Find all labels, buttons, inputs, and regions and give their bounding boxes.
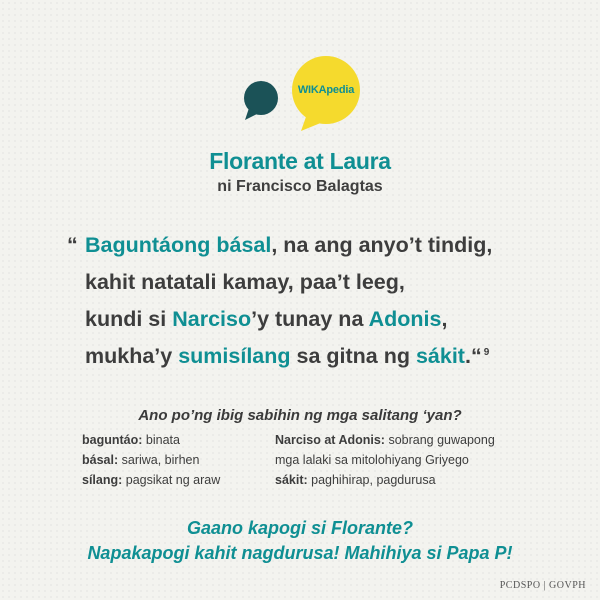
logo-text: WIKApedia xyxy=(297,84,355,96)
glossary-term: sílang: xyxy=(82,473,123,487)
highlighted-word: Adonis xyxy=(368,307,442,331)
glossary-definition: sobrang guwapong xyxy=(384,433,495,447)
poem-text: , xyxy=(441,307,448,331)
glossary-entry xyxy=(275,450,565,470)
poem-text: ’y tunay na xyxy=(251,307,369,331)
glossary-entry xyxy=(275,470,565,490)
wikapedia-logo xyxy=(241,56,367,134)
highlighted-word: sumisílang xyxy=(178,344,291,368)
glossary-definition: mga lalaki sa mitolohiyang Griyego xyxy=(275,453,469,467)
page-title: Florante at Laura xyxy=(209,148,391,174)
highlighted-word: sákit xyxy=(415,344,465,368)
glossary-definition: paghihirap, pagdurusa xyxy=(307,473,436,487)
glossary-definition: pagsikat ng araw xyxy=(122,473,221,487)
author-line: ni Francisco Balagtas xyxy=(217,178,383,195)
glossary-term: baguntáo: xyxy=(82,433,143,447)
poem-text: kahit natatali kamay, paa’t leeg, xyxy=(85,270,405,294)
poem-text: mukha’y xyxy=(85,344,179,368)
glossary-definition: sariwa, birhen xyxy=(118,453,200,467)
highlighted-word: Narciso xyxy=(172,307,252,331)
glossary-right-column xyxy=(275,430,565,490)
closing-line-2: Napakapogi kahit nagdurusa! Mahihiya si Papa P! xyxy=(87,543,513,563)
poem-line-4 xyxy=(62,338,582,375)
glossary-question: Ano po’ng ibig sabihin ng mga salitang ‘yan? xyxy=(138,407,462,424)
glossary-term: básal: xyxy=(82,453,119,467)
poem-line-2 xyxy=(62,264,582,301)
glossary-term: Narciso at Adonis: xyxy=(275,433,385,447)
closing-line-1: Gaano kapogi si Florante? xyxy=(186,518,414,538)
poem-text: sa gitna ng xyxy=(290,344,416,368)
poem-text: .“ xyxy=(464,344,482,368)
glossary-term: sákit: xyxy=(275,473,308,487)
speech-bubble-dark-icon xyxy=(244,81,278,120)
glossary-entry xyxy=(82,470,267,490)
poem-text: , na ang anyo’t tindig, xyxy=(271,233,493,257)
poem-quote xyxy=(62,227,582,375)
poem-line-3 xyxy=(62,301,582,338)
glossary-definition: binata xyxy=(142,433,180,447)
glossary-entry xyxy=(82,450,267,470)
highlighted-word: Baguntáong básal xyxy=(85,233,272,257)
footnote-marker: 9 xyxy=(483,346,490,358)
credit-footer: PCDSPO | GOVPH xyxy=(499,580,586,591)
closing-text xyxy=(0,516,600,566)
glossary-entry xyxy=(275,430,565,450)
glossary-left-column xyxy=(82,430,267,490)
poem-line-1 xyxy=(62,227,582,264)
open-quote-mark: “ xyxy=(67,233,78,257)
poem-text: kundi si xyxy=(85,307,173,331)
glossary-entry xyxy=(82,430,267,450)
